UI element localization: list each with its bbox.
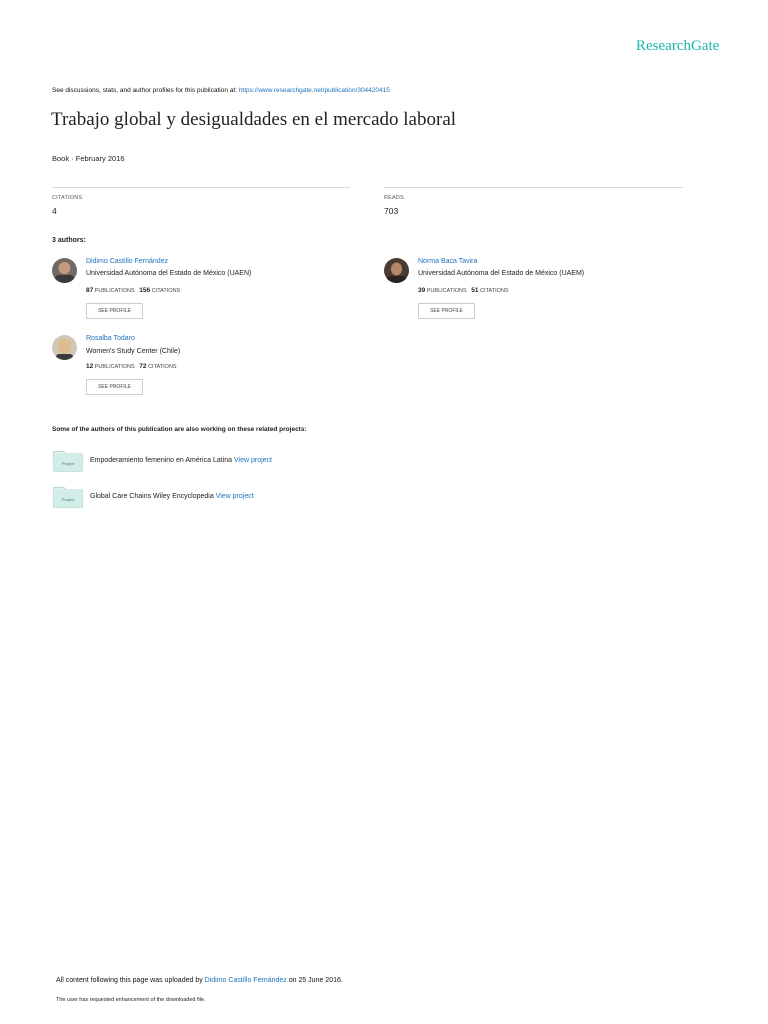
person-photo-icon	[52, 335, 77, 360]
author-name-link[interactable]: Didimo Castillo Fernández	[86, 258, 169, 265]
publications-count: 87	[86, 287, 94, 294]
see-profile-button[interactable]: SEE PROFILE	[86, 303, 143, 319]
publications-count: 39	[418, 287, 426, 294]
reads-divider	[384, 187, 683, 188]
citations-label: CITATIONS	[151, 288, 181, 294]
uploader-link[interactable]: Didimo Castillo Fernández	[204, 977, 287, 984]
authors-count-label: 3 authors:	[52, 237, 86, 244]
upload-suffix: on 25 June 2016.	[288, 977, 343, 984]
author-stats	[86, 287, 180, 294]
svg-text:Project: Project	[61, 497, 75, 502]
upload-prefix: All content following this page was uploaded by	[56, 977, 203, 984]
project-name: Global Care Chains Wiley Encyclopedia	[90, 493, 214, 500]
svg-text:Project: Project	[61, 461, 75, 466]
publication-url-link[interactable]: https://www.researchgate.net/publication/304420415	[238, 87, 390, 94]
upload-notice	[56, 977, 343, 984]
author-name-link[interactable]: Norma Baca Tavira	[418, 258, 478, 265]
citations-label: CITATIONS	[480, 288, 509, 294]
author-stats	[86, 363, 177, 370]
publications-label: PUBLICATIONS	[426, 288, 467, 294]
view-project-link[interactable]: View project	[215, 493, 254, 500]
project-folder-icon[interactable]	[53, 487, 83, 508]
publications-label: PUBLICATIONS	[94, 288, 135, 294]
citations-label: CITATIONS	[148, 364, 177, 370]
citations-count: 51	[471, 287, 479, 294]
enhancement-note: The user has requested enhancement of the downloaded file.	[56, 997, 206, 1003]
see-profile-button[interactable]: SEE PROFILE	[86, 379, 143, 395]
citations-count: 4	[52, 206, 57, 216]
citations-label: CITATIONS	[52, 195, 83, 201]
author-avatar[interactable]	[52, 258, 77, 283]
publication-title: Trabajo global y desigualdades en el mercado laboral	[51, 109, 457, 130]
author-name-link[interactable]: Rosalba Todaro	[86, 335, 135, 342]
author-institution: Universidad Autónoma del Estado de México (UAEM)	[418, 270, 585, 277]
citations-count: 72	[139, 363, 147, 370]
publications-label: PUBLICATIONS	[94, 364, 135, 370]
person-photo-icon	[52, 258, 77, 283]
project-item	[90, 457, 272, 464]
project-folder-icon[interactable]	[53, 451, 83, 472]
reads-count: 703	[384, 206, 399, 216]
author-institution: Women's Study Center (Chile)	[86, 348, 181, 355]
related-projects-label: Some of the authors of this publication are also working on these related projects:	[52, 426, 307, 433]
citations-count: 156	[139, 287, 151, 294]
author-institution: Universidad Autónoma del Estado de México (UAEN)	[86, 270, 252, 277]
author-avatar[interactable]	[384, 258, 409, 283]
discussions-line	[52, 87, 390, 94]
project-name: Empoderamiento femenino en América Latina	[90, 457, 233, 464]
person-photo-icon	[384, 258, 409, 283]
project-item	[90, 493, 254, 500]
author-stats	[418, 287, 509, 294]
publication-type-date: Book · February 2016	[52, 154, 125, 163]
view-project-link[interactable]: View project	[233, 457, 272, 464]
researchgate-logo[interactable]: ResearchGate	[636, 38, 720, 54]
citations-divider	[52, 187, 350, 188]
reads-label: READS	[384, 195, 404, 201]
publications-count: 12	[86, 363, 94, 370]
author-avatar[interactable]	[52, 335, 77, 360]
see-profile-button[interactable]: SEE PROFILE	[418, 303, 475, 319]
discussions-prefix: See discussions, stats, and author profiles for this publication at:	[52, 87, 237, 94]
